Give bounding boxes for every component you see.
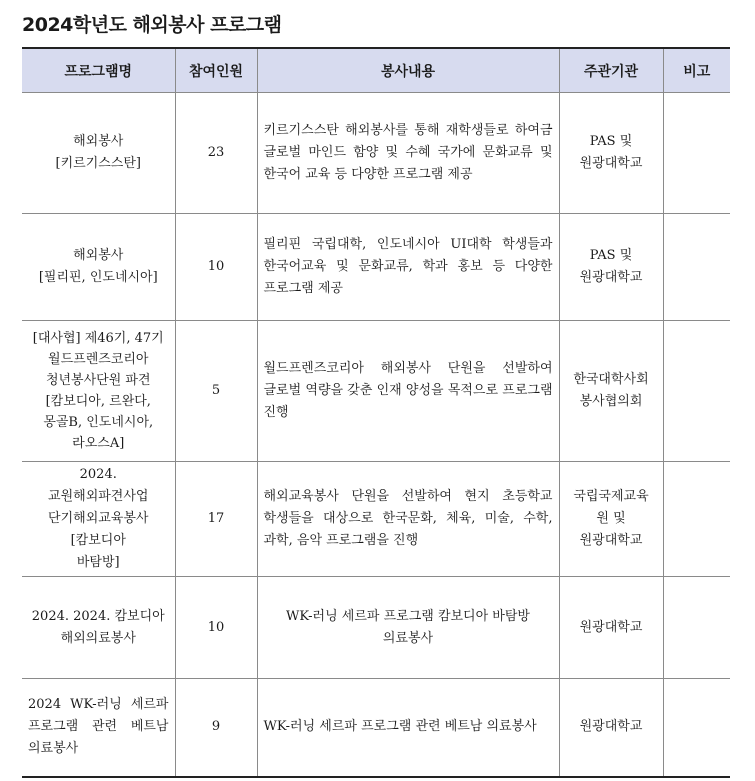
organizer-line: 한국대학사회 — [573, 372, 649, 387]
note-cell — [663, 93, 730, 214]
organizer-cell — [559, 214, 663, 321]
organizer-cell — [559, 679, 663, 777]
participants-cell: 10 — [175, 214, 257, 321]
organizer-line: 원광대학교 — [579, 156, 643, 171]
content-line: 의료봉사 — [382, 630, 434, 646]
header-participants: 참여인원 — [175, 48, 257, 93]
program-name-line: 해외봉사 — [73, 248, 124, 263]
program-name-cell: 2024 WK-러닝 세르파 프로그램 관련 베트남 의료봉사 — [22, 679, 175, 777]
organizer-line: 원광대학교 — [579, 270, 643, 285]
organizer-line: 원광대학교 — [579, 533, 643, 548]
program-name-line: 바탐방] — [76, 555, 120, 570]
content-cell: 필리핀 국립대학, 인도네시아 UI대학 학생들과 한국어교육 및 문화교류, 학과 홍보 등 다양한 프로그램 제공 — [257, 214, 559, 321]
program-name-cell — [22, 214, 175, 321]
header-content: 봉사내용 — [257, 48, 559, 93]
content-cell: 해외교육봉사 단원을 선발하여 현지 초등학교 학생들을 대상으로 한국문화, 체육, 미술, 수학, 과학, 음악 프로그램을 진행 — [257, 462, 559, 577]
program-name-line: 단기해외교육봉사[캄보디아 — [48, 511, 149, 548]
table-header-row — [22, 48, 730, 93]
program-name-line: 2024. 교원해외파견사업 — [48, 467, 149, 504]
header-program-name: 프로그램명 — [22, 48, 175, 93]
program-name-line: 청년봉사단원 파견 — [45, 373, 151, 388]
organizer-line: 국립국제교육 — [573, 489, 649, 504]
header-note: 비고 — [663, 48, 730, 93]
organizer-line: 원광대학교 — [579, 619, 643, 635]
organizer-line: 봉사협의회 — [579, 394, 643, 409]
program-name-cell — [22, 321, 175, 462]
program-name-line: 라오스A] — [72, 436, 125, 451]
table-row — [22, 93, 730, 214]
note-cell — [663, 214, 730, 321]
content-cell — [257, 577, 559, 679]
organizer-cell — [559, 321, 663, 462]
organizer-line: PAS 및 — [589, 248, 633, 263]
organizer-cell — [559, 577, 663, 679]
content-cell: 월드프렌즈코리아 해외봉사 단원을 선발하여 글로벌 역량을 갖춘 인재 양성을 목적으로 프로그램 진행 — [257, 321, 559, 462]
table-row — [22, 577, 730, 679]
table-row — [22, 462, 730, 577]
program-name-line: [필리핀, 인도네시아] — [38, 270, 158, 285]
program-name-line: 해외의료봉사 — [60, 630, 136, 646]
table-row — [22, 321, 730, 462]
organizer-line: 원 및 — [596, 511, 626, 526]
note-cell — [663, 577, 730, 679]
participants-cell: 10 — [175, 577, 257, 679]
note-cell — [663, 679, 730, 777]
content-line: WK-러닝 세르파 프로그램 캄보디아 바탐방 — [286, 608, 530, 624]
participants-cell: 9 — [175, 679, 257, 777]
program-name-line: [캄보디아, 르완다, — [45, 394, 151, 409]
note-cell — [663, 321, 730, 462]
table-row — [22, 214, 730, 321]
participants-cell: 17 — [175, 462, 257, 577]
page-title: 2024학년도 해외봉사 프로그램 — [22, 14, 282, 36]
program-name-cell — [22, 93, 175, 214]
program-name-line: 월드프렌즈코리아 — [48, 352, 149, 367]
table-row — [22, 679, 730, 777]
organizer-cell — [559, 462, 663, 577]
content-cell: 키르기스스탄 해외봉사를 통해 재학생들로 하여금 글로벌 마인드 함양 및 수혜 국가에 문화교류 및 한국어 교육 등 다양한 프로그램 제공 — [257, 93, 559, 214]
participants-cell: 5 — [175, 321, 257, 462]
program-name-line: [대사협] 제46기, 47기 — [32, 331, 164, 346]
program-name-line: [키르기스스탄] — [55, 156, 141, 171]
program-table — [22, 47, 730, 778]
program-name-line: 몽골B, 인도네시아, — [43, 415, 154, 430]
organizer-line: 원광대학교 — [579, 719, 643, 735]
participants-cell: 23 — [175, 93, 257, 214]
organizer-cell — [559, 93, 663, 214]
program-name-cell — [22, 577, 175, 679]
content-cell: WK-러닝 세르파 프로그램 관련 베트남 의료봉사 — [257, 679, 559, 777]
program-name-cell — [22, 462, 175, 577]
organizer-line: PAS 및 — [589, 134, 633, 149]
program-name-line: 2024. 2024. 캄보디아 — [31, 608, 165, 624]
program-name-line: 해외봉사 — [73, 134, 124, 149]
note-cell — [663, 462, 730, 577]
header-organizer: 주관기관 — [559, 48, 663, 93]
